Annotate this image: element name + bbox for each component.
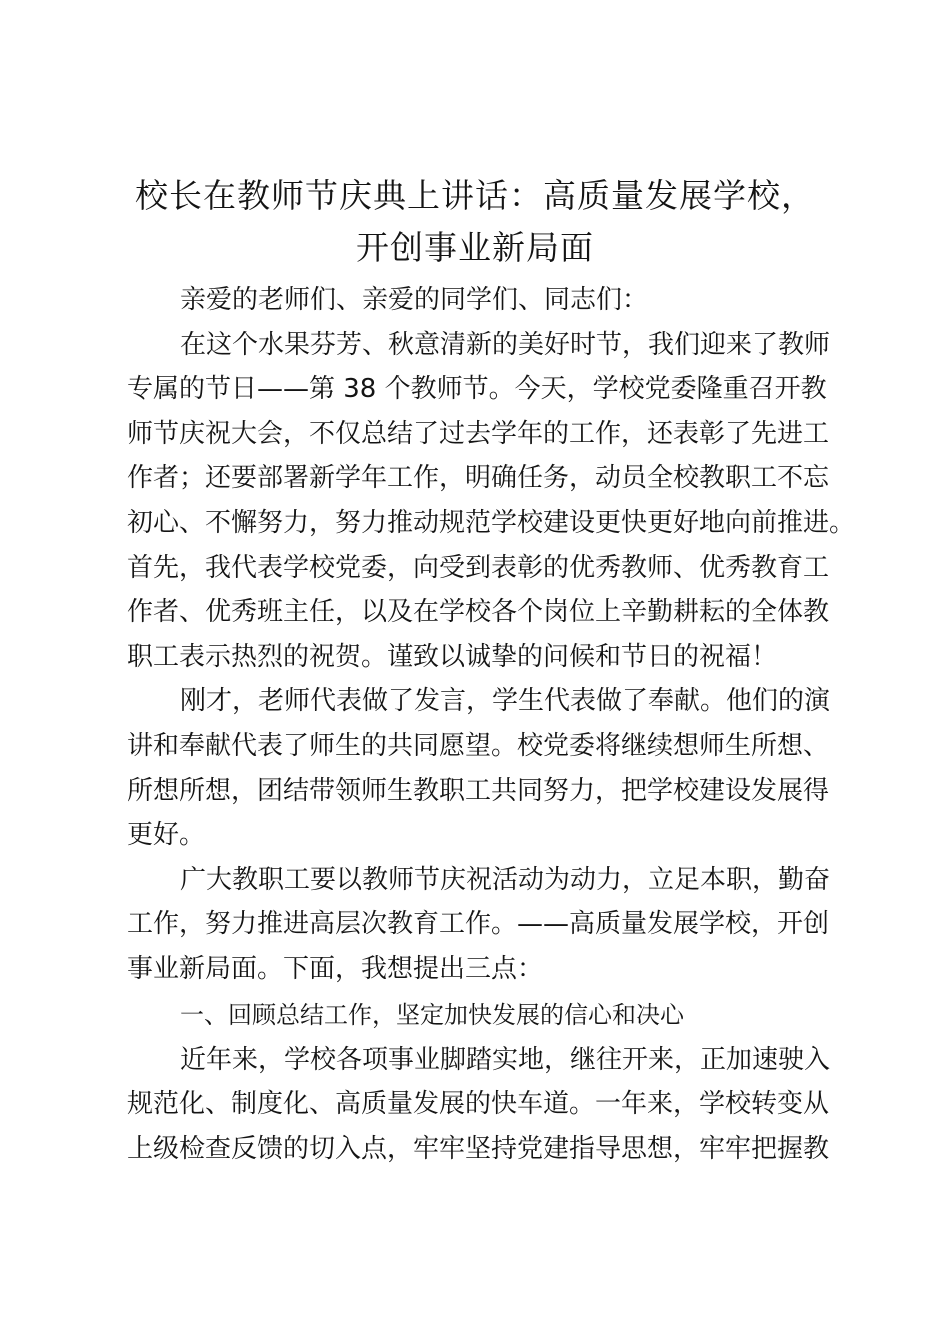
paragraph-line: 初心、不懈努力，努力推动规范学校建设更快更好地向前推进。 <box>127 507 856 538</box>
paragraph-line: 作者；还要部署新学年工作，明确任务，动员全校教职工不忘 <box>127 463 830 494</box>
paragraph-line: 事业新局面。下面，我想提出三点： <box>127 953 544 984</box>
paragraph-3 <box>127 858 839 992</box>
document-title <box>100 170 850 274</box>
paragraph-line: 更好。 <box>127 820 206 851</box>
paragraph-line: 所想所想，团结带领师生教职工共同努力，把学校建设发展得 <box>127 775 830 806</box>
paragraph-4 <box>127 1038 839 1172</box>
section-heading: 一、回顾总结工作，坚定加快发展的信心和决心 <box>180 1000 684 1029</box>
paragraph-line: 上级检查反馈的切入点，牢牢坚持党建指导思想，牢牢把握教 <box>127 1133 830 1164</box>
paragraph-line: 在这个水果芬芳、秋意清新的美好时节，我们迎来了教师 <box>180 329 831 360</box>
salutation: 亲爱的老师们、亲爱的同学们、同志们： <box>180 285 649 315</box>
paragraph-line: 职工表示热烈的祝贺。谨致以诚挚的问候和节日的祝福！ <box>127 641 778 672</box>
paragraph-1 <box>127 323 856 680</box>
paragraph-line: 首先，我代表学校党委，向受到表彰的优秀教师、优秀教育工 <box>127 552 830 583</box>
document-body <box>127 278 856 1171</box>
paragraph-line: 作者、优秀班主任，以及在学校各个岗位上辛勤耕耘的全体教 <box>127 597 830 628</box>
paragraph-line: 工作，努力推进高层次教育工作。——高质量发展学校，开创 <box>127 909 830 940</box>
paragraph-line: 师节庆祝大会，不仅总结了过去学年的工作，还表彰了先进工 <box>127 418 830 449</box>
title-line-2: 开创事业新局面 <box>356 228 594 267</box>
paragraph-line: 专属的节日——第 38 个教师节。今天，学校党委隆重召开教 <box>127 374 827 405</box>
paragraph-line: 近年来，学校各项事业脚踏实地，继往开来，正加速驶入 <box>180 1044 831 1075</box>
paragraph-line: 广大教职工要以教师节庆祝活动为动力，立足本职，勤奋 <box>180 864 831 895</box>
paragraph-line: 规范化、制度化、高质量发展的快车道。一年来，学校转变从 <box>127 1089 830 1120</box>
paragraph-line: 刚才，老师代表做了发言，学生代表做了奉献。他们的演 <box>180 686 831 717</box>
paragraph-line: 讲和奉献代表了师生的共同愿望。校党委将继续想师生所想、 <box>127 730 830 761</box>
title-line-1: 校长在教师节庆典上讲话：高质量发展学校， <box>135 176 815 215</box>
paragraph-2 <box>127 679 839 857</box>
